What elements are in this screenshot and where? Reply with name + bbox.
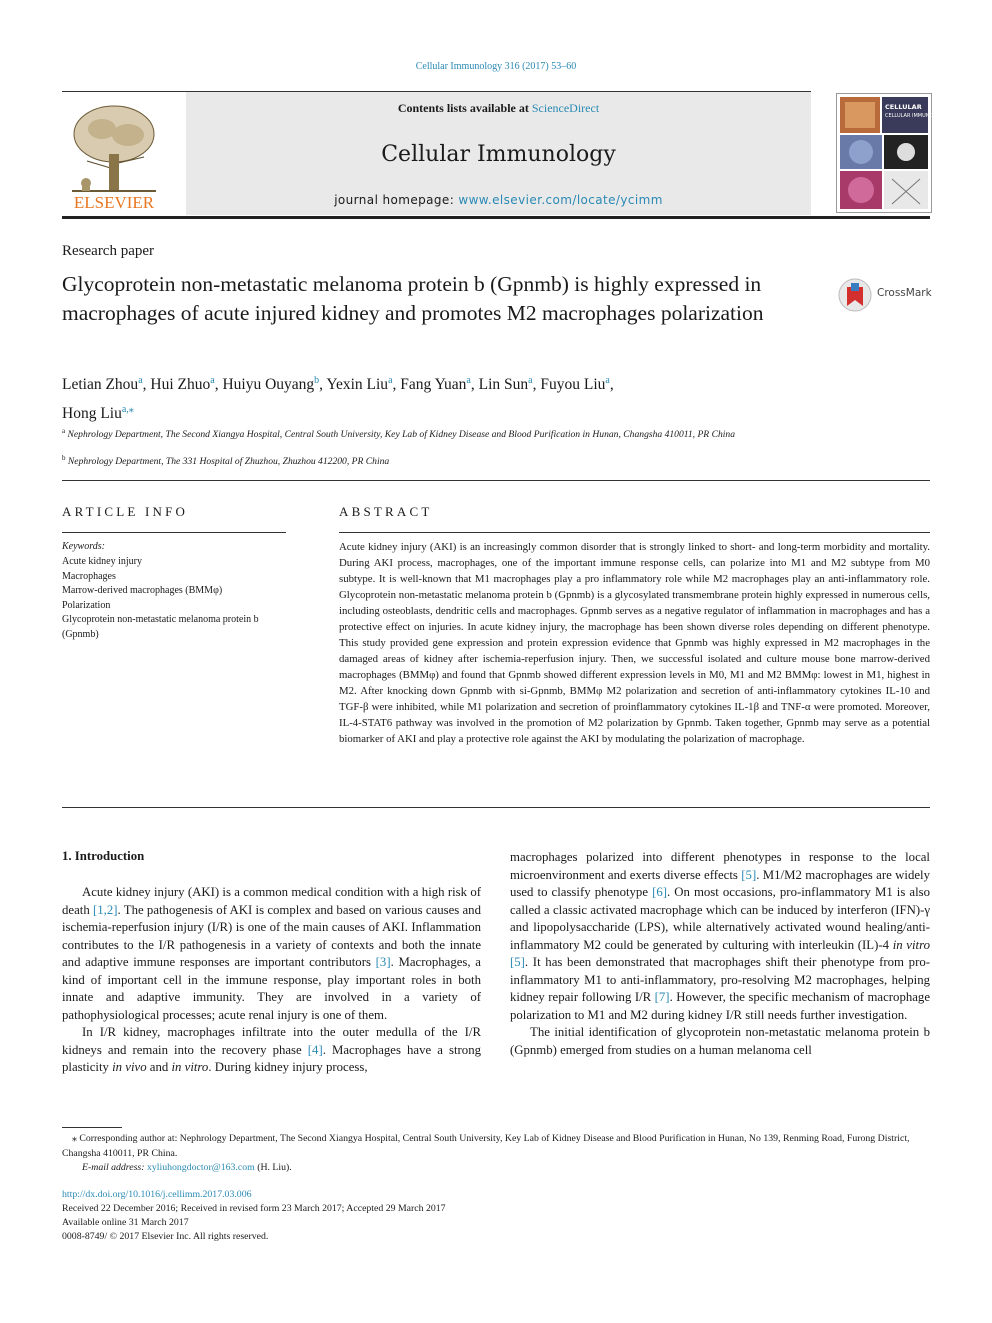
author-affiliation-marker[interactable]: a	[210, 375, 215, 386]
author-affiliation-marker[interactable]: a	[388, 375, 393, 386]
email-note: E-mail address: xyliuhongdoctor@163.com (H. Liu).	[82, 1162, 292, 1173]
citation-link[interactable]: [5]	[741, 867, 757, 882]
keywords-list	[62, 555, 292, 642]
author-name[interactable]: Lin Sun	[478, 376, 529, 394]
paragraph: The initial identification of glycoprotein non-metastatic melanoma protein b (Gpnmb) emerged from studies on a human melanoma cell	[510, 1025, 930, 1057]
author-affiliation-marker[interactable]: a	[138, 375, 143, 386]
author-name[interactable]: Hui Zhuo	[150, 376, 211, 394]
sciencedirect-link[interactable]: ScienceDirect	[531, 101, 600, 115]
email-link[interactable]: xyliuhongdoctor@163.com	[146, 1162, 255, 1173]
citation-link[interactable]: [4]	[307, 1042, 323, 1057]
paragraph: In I/R kidney, macrophages infiltrate into the outer medulla of the I/R kidneys and remain into the recovery phase [4]. Macrophages have a strong plasticity in vivo and in vitro. During kidney injury process,	[62, 1025, 481, 1074]
copyright: 0008-8749/ © 2017 Elsevier Inc. All rights reserved.	[62, 1231, 269, 1242]
keyword: Polarization	[62, 599, 111, 611]
keywords-label: Keywords:	[62, 541, 105, 552]
citation-link[interactable]: [1,2]	[92, 902, 118, 917]
author-name[interactable]: Hong Liu	[62, 405, 122, 423]
author-affiliation-marker[interactable]: b	[314, 375, 320, 386]
body-column-right	[510, 849, 930, 1059]
paragraph: Acute kidney injury (AKI) is a common medical condition with a high risk of death [1,2]. The pathogenesis of AKI is complex and based on various causes and ischemia-reperfusion injury (I/R) is one of the main causes of AKI. Inflammation contributes to the I/R pathogenesis in a variety of contexts and both the innate and adaptive immune responses are important contributors [3]. Macrophages, a kind of important cell in the immune response, play important roles in both innate and adaptive immunity. They are involved in a variety of pathophysiological processes; acute renal injury is one of them.	[62, 885, 481, 1022]
footnote-rule	[62, 1127, 122, 1128]
keyword: Acute kidney injury	[62, 556, 142, 567]
author-affiliation-marker[interactable]: a	[605, 375, 610, 386]
contents-line: Contents lists available at ScienceDirect	[397, 101, 600, 115]
divider	[62, 807, 930, 808]
section-heading-introduction: 1. Introduction	[62, 849, 145, 863]
article-title: Glycoprotein non-metastatic melanoma protein b (Gpnmb) is highly expressed in macrophages of acute injured kidney and promotes M2 macrophages polarization	[62, 272, 764, 325]
journal-title: Cellular Immunology	[381, 142, 616, 167]
elsevier-logo	[62, 99, 166, 211]
received-dates: Received 22 December 2016; Received in revised form 23 March 2017; Accepted 29 March 2017	[62, 1203, 446, 1214]
journal-cover-thumbnail	[836, 93, 947, 213]
citation-link[interactable]: [5]	[510, 955, 525, 969]
author-name[interactable]: Fuyou Liu	[540, 376, 606, 394]
divider	[62, 532, 286, 533]
keyword: Glycoprotein non-metastatic melanoma protein b (Gpnmb)	[62, 614, 259, 640]
author-affiliation-marker[interactable]: a	[466, 375, 471, 386]
crossmark-label: CrossMark	[877, 287, 932, 299]
article-type: Research paper	[62, 243, 155, 259]
affiliation-b: $^b$ Nephrology Department, The 331 Hospital of Zhuzhou, Zhuzhou 412200, PR China	[62, 454, 390, 468]
author-name[interactable]: Fang Yuan	[400, 376, 467, 394]
citation-link[interactable]: [6]	[652, 885, 667, 899]
journal-homepage: journal homepage: www.elsevier.com/locate/ycimm	[334, 193, 663, 207]
divider	[339, 532, 930, 533]
author-name[interactable]: Huiyu Ouyang	[222, 376, 315, 394]
divider	[62, 480, 930, 481]
keyword: Marrow-derived macrophages (BMMφ)	[62, 585, 223, 596]
citation-link[interactable]: [7]	[654, 990, 670, 1004]
abstract-heading: ABSTRACT	[339, 504, 433, 519]
author-affiliation-marker[interactable]: a,⁎	[121, 404, 134, 416]
author-name[interactable]: Letian Zhou	[62, 376, 139, 394]
corresponding-author-note: ⁎ Corresponding author at: Nephrology Department, The Second Xiangya Hospital, Central South University, Key Lab of Kidney Disease and Blood Purification in Hunan, No 139, Renming Road, Furong District, Changsha 410011, PR China.	[62, 1133, 910, 1159]
homepage-link[interactable]: www.elsevier.com/locate/ycimm	[458, 193, 663, 207]
available-online: Available online 31 March 2017	[62, 1217, 189, 1228]
svg-text:CELLULAR: CELLULAR	[885, 103, 922, 111]
header-bottom-rule	[62, 216, 930, 219]
svg-text:CELLULAR IMMUNOLOGY: CELLULAR IMMUNOLOGY	[885, 113, 947, 119]
abstract-text: Acute kidney injury (AKI) is an increasingly common disorder that is strongly linked to short- and long-term morbidity and mortality. During AKI process, macrophages, one of the important immune response cells, can polarize into M1 and M2 subtype from M0 subtype. It is well-known that M1 macrophages play a pro inflammatory role while M2 macrophages play an anti-inflammatory role. Glycoprotein non-metastatic melanoma protein b (Gpnmb) is a glycosylated transmembrane protein highly expressed in numerous cells, including osteoblasts, dendritic cells and macrophages. Gpnmb serves as a negative regulator of inflammation in macrophages and has a protective effect on injuries. In acute kidney injury, the macrophage has been shown diverse roles depending on different phenotype. This study provided gene expression and protein expression evidence that Gpnmb was highly expressed in M2 macrophages in the damaged areas of kidney after ischemia-reperfusion injury. Then, we successful isolated and culture mouse bone marrow-derived macrophages (BMMφ) and found that Gpnmb showed different expression levels in M0, M1 and M2 BMMφ: lowest in M1, highest in M2. After knocking down Gpnmb with si-Gpnmb, BMMφ M2 polarization and secretion of anti-inflammatory cytokines IL-10 and TGF-β were inhibited, while M1 polarization and secretion of proinflammatory cytokines IL-1β and TNF-α were promoted. Moreover, IL-4-STAT6 pathway was involved in the promotion of M2 polarization by Gpnmb. Taken together, Gpnmb may serve as a potential biomarker of AKI and play a protective role against the AKI by modulating the polarization of macrophage.	[339, 541, 930, 745]
author-list: Letian Zhou$^a$, Hui Zhuo$^a$, Huiyu Ouyang$^b$, Yexin Liu$^a$, Fang Yuan$^a$, Lin Sun$^a$, Fuyou Liu$^a$, Hong Liu$^{a,⁎}$	[62, 375, 614, 423]
author-name[interactable]: Yexin Liu	[326, 376, 389, 394]
article-info-heading: ARTICLE INFO	[62, 504, 189, 519]
citation-link[interactable]: [3]	[375, 955, 391, 969]
journal-reference[interactable]: Cellular Immunology 316 (2017) 53–60	[415, 61, 577, 72]
doi-link[interactable]: http://dx.doi.org/10.1016/j.cellimm.2017.03.006	[62, 1189, 252, 1200]
paragraph: macrophages polarized into different phenotypes in response to the local microenvironment and exerts diverse effects [5]. M1/M2 macrophages are widely used to classify phenotype [6]. On most occasions, pro-inflammatory M1 is also called a classic activated macrophage which can be induced by interferon (IFN)-γ and lipopolysaccharide (LPS), while alternatively activated wound healing/anti-inflammatory M2 could be generated by culturing with interleukin (IL)-4 in vitro [5]. It has been demonstrated that macrophages shift their phenotype from pro-inflammatory M1 to anti-inflammatory, pro-resolving M2 macrophages, helping kidney repair following I/R [7]. However, the specific mechanism of macrophage polarization to M1 and M2 during kidney I/R still needs further investigation.	[510, 850, 931, 1022]
svg-text:ELSEVIER: ELSEVIER	[73, 193, 155, 212]
keyword: Macrophages	[62, 570, 116, 582]
body-column-left	[62, 884, 481, 1077]
crossmark-badge[interactable]	[838, 278, 948, 312]
affiliation-a: $^a$ Nephrology Department, The Second Xiangya Hospital, Central South University, Key Lab of Kidney Disease and Blood Purification in Hunan, Changsha 410011, PR China	[62, 427, 736, 441]
author-affiliation-marker[interactable]: a	[528, 375, 533, 386]
